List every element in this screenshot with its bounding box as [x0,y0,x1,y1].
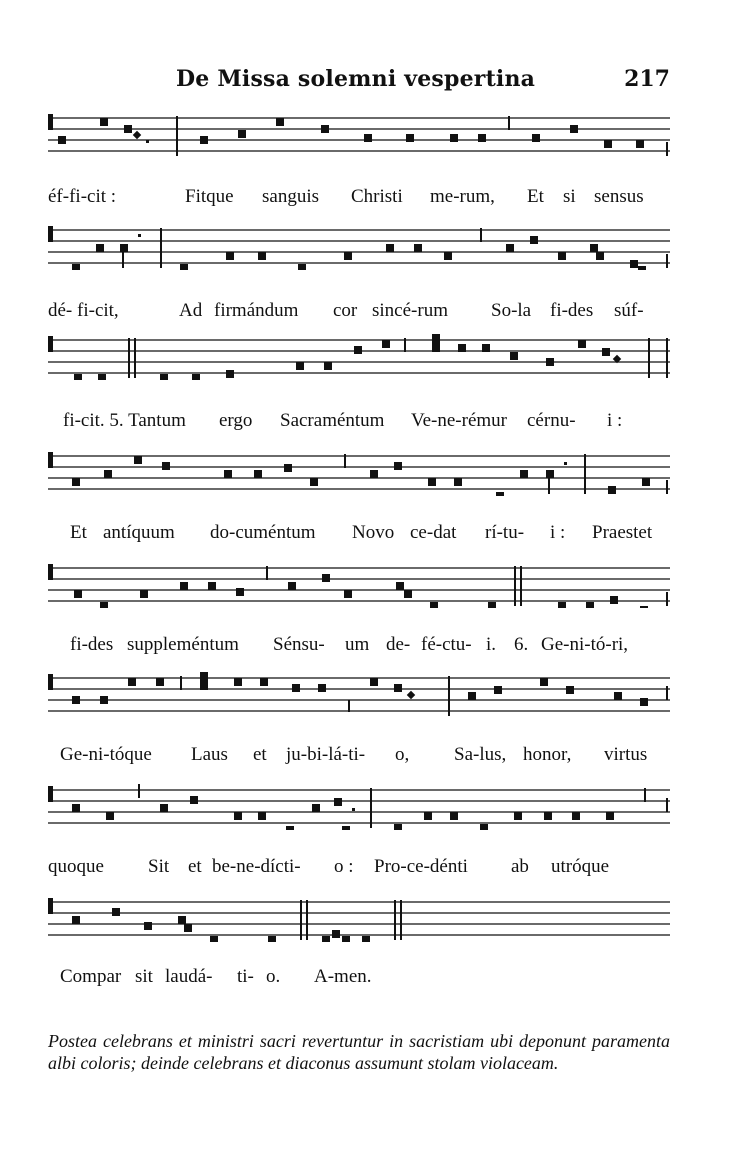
lyric-syllable: i : [607,410,623,431]
c-clef-icon [48,898,53,914]
chant-staff [48,112,670,158]
c-clef-icon [48,786,53,802]
c-clef-icon [48,674,53,690]
lyric-syllable: si [563,186,576,207]
lyric-syllable: Praestet [592,522,653,543]
lyric-syllable: antíquum [103,522,175,543]
lyric-line [48,522,670,548]
chant-staff [48,224,670,270]
lyric-syllable: o, [395,744,410,765]
lyric-syllable: dé- fi-cit, [48,300,119,321]
lyric-syllable: virtus [604,744,648,765]
lyric-syllable: cor [333,300,358,321]
lyric-syllable: fé-ctu- [421,634,472,655]
lyric-syllable: sincé-rum [372,300,448,321]
c-clef-icon [48,114,53,130]
double-bar-line [394,900,396,940]
lyric-syllable: sit [135,966,153,987]
lyric-syllable: Novo [352,522,395,543]
lyric-syllable: Et [70,522,87,543]
lyric-syllable: ab [511,856,529,877]
lyric-syllable: sensus [594,186,644,207]
chant-staff [48,450,670,496]
chant-staff [48,784,670,830]
bar-line [448,676,450,716]
lyric-syllable: sanguis [262,186,319,207]
lyric-syllable: i. [486,634,497,655]
lyric-line [48,856,670,882]
lyric-syllable: Sa-lus, [454,744,507,765]
lyric-syllable: do-cuméntum [210,522,316,543]
lyric-syllable: firmándum [214,300,299,321]
lyric-syllable: Sénsu- [273,634,325,655]
lyric-syllable: ti- [237,966,254,987]
lyric-line [48,410,670,436]
lyric-line [48,966,670,992]
lyric-syllable: i : [550,522,566,543]
lyric-syllable: Fitque [185,186,234,207]
lyric-syllable: Sit [148,856,170,877]
lyric-syllable: 6. [514,634,529,655]
lyric-syllable: Ad [179,300,203,321]
c-clef-icon [48,226,53,242]
lyric-syllable: et [253,744,267,765]
bar-line [370,788,372,828]
lyric-syllable: Et [527,186,544,207]
lyric-syllable: o. [266,966,281,987]
c-clef-icon [48,336,53,352]
lyric-syllable: fi-des [550,300,594,321]
lyric-syllable: utróque [551,856,610,877]
chant-staff [48,672,670,718]
lyric-syllable: Pro-ce-dénti [374,856,468,877]
chant-staff [48,562,670,608]
lyric-syllable: rí-tu- [485,522,525,543]
double-bar-line [128,338,130,378]
lyric-syllable: suppleméntum [127,634,239,655]
page-header [48,66,670,100]
lyric-syllable: Laus [191,744,228,765]
lyric-syllable: cérnu- [527,410,576,431]
double-bar-line [300,900,302,940]
chant-staff [48,334,670,380]
rubric-text: Postea celebrans et ministri sacri revertuntur in sacristiam ubi deponunt paramenta albi coloris; deinde celebrans et diaconus assumunt stolam violaceam. [48,1031,670,1073]
lyric-syllable: ju-bi-lá-ti- [286,744,366,765]
lyric-syllable: me-rum, [430,186,495,207]
lyric-syllable: o : [334,856,354,877]
double-bar-line [514,566,516,606]
lyric-syllable: um [345,634,370,655]
lyric-line [48,744,670,770]
c-clef-icon [48,564,53,580]
lyric-syllable: et [188,856,202,877]
lyric-syllable: Ve-ne-rémur [411,410,508,431]
lyric-line [48,300,670,326]
lyric-line [48,186,670,212]
bar-line [160,228,162,268]
bar-line [176,116,178,156]
lyric-syllable: fi-des [70,634,114,655]
lyric-syllable: Ge-ni-tóque [60,744,152,765]
lyric-syllable: Compar [60,966,122,987]
page-title: De Missa solemni vespertina [176,66,536,92]
bar-line [584,454,586,494]
lyric-syllable: So-la [491,300,532,321]
lyric-syllable: súf- [614,300,644,321]
lyric-syllable: A-men. [314,966,372,987]
lyric-syllable: ergo [219,410,253,431]
lyric-line [48,634,670,660]
lyric-syllable: laudá- [165,966,213,987]
lyric-syllable: be-ne-dícti- [212,856,301,877]
lyric-syllable: de- [386,634,411,655]
lyric-syllable: quoque [48,856,104,877]
c-clef-icon [48,452,53,468]
lyric-syllable: fi-cit. 5. Tantum [63,410,186,431]
lyric-syllable: ce-dat [410,522,457,543]
page-number: 217 [624,66,670,92]
lyric-syllable: éf-fi-cit : [48,186,117,207]
lyric-syllable: Ge-ni-tó-ri, [541,634,629,655]
lyric-syllable: Sacraméntum [280,410,385,431]
chant-staff [48,896,670,942]
lyric-syllable: Christi [351,186,403,207]
lyric-syllable: honor, [523,744,572,765]
